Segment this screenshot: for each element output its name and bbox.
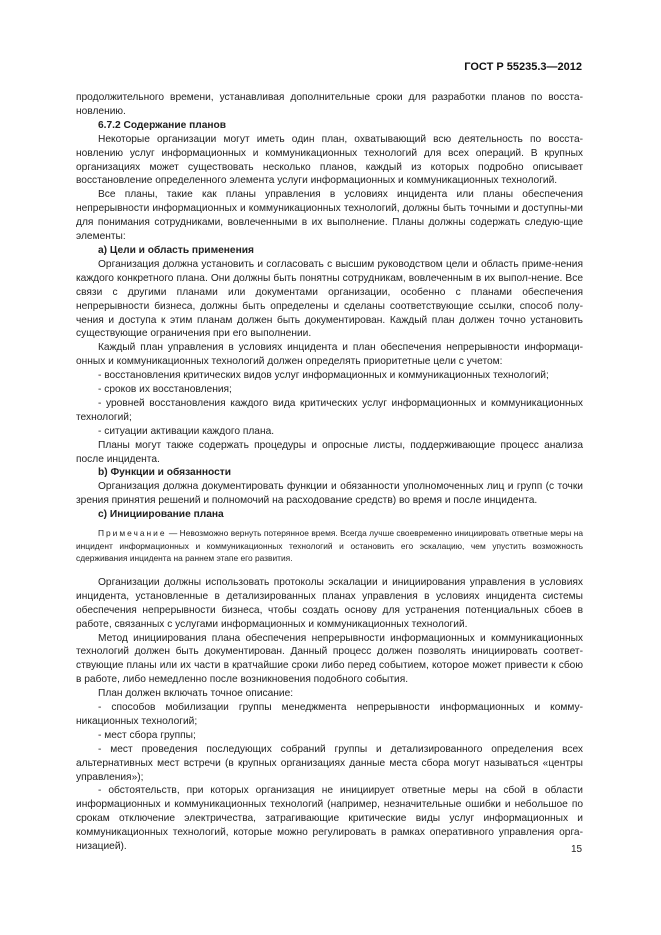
paragraph: продолжительного времени, устанавливая дополнительные сроки для разработки планов по восста-новлению. — [76, 92, 583, 117]
page-number: 15 — [571, 844, 583, 855]
note — [76, 527, 583, 565]
section-heading: 6.7.2 Содержание планов — [98, 119, 227, 131]
paragraph: Все планы, такие как планы управления в условиях инцидента или планы обеспечения непрерывности информационных и коммуникационных технологий, должны быть точными и доступны-ми для понимания сотрудниками, вовлеченными в их выполнение. Планы должны содержать следую-щие элементы: — [76, 189, 583, 243]
paragraph: Каждый план управления в условиях инцидента и план обеспечения непрерывности информаци-онных и коммуникационных технологий должен определять приоритетные цели с учетом: — [76, 342, 583, 368]
list-item: - мест проведения последующих собраний группы и детализированного определения всех альтернативных мест встречи (в крупных организациях данные места сбора могут называться «центры управления»); — [76, 743, 583, 783]
list-item: - мест сбора группы; — [98, 729, 196, 741]
list-item: - уровней восстановления каждого вида критических услуг информационных и коммуникационных технологий; — [76, 397, 583, 423]
list-item: - сроков их восстановления; — [98, 384, 232, 396]
subsection-heading: а) Цели и область применения — [98, 244, 254, 256]
list-item: - способов мобилизации группы менеджмента непрерывности информационных и комму-никационных технологий; — [76, 702, 583, 727]
list-item: - ситуации активации каждого плана. — [98, 425, 275, 437]
subsection-heading: с) Инициирование плана — [98, 509, 224, 521]
document-body — [76, 91, 583, 854]
note-text: — Невозможно вернуть потерянное время. Всегда лучше своевременно инициировать ответные меры на инцидент информационных и коммуникационных технологий и остановить его эскалацию, чем упустить возможность сдерживания инцидента на раннем этапе его развития. — [76, 528, 583, 564]
paragraph: Метод инициирования плана обеспечения непрерывности информационных и коммуникационных технологий должен быть документирован. Данный процесс должен позволять инициировать соответ-ствующие планы или их части в кратчайшие сроки либо перед событием, которое может привести к сбою в работе, либо немедленно после возникновения подобного события. — [76, 632, 583, 686]
paragraph: Организация должна документировать функции и обязанности уполномоченных лиц и групп (с точки зрения принятия решений и полномочий на расходование средств) во время и после инцидента. — [76, 481, 583, 507]
paragraph: Организация должна установить и согласовать с высшим руководством цели и область приме-нения каждого конкретного плана. Они должны быть понятны сотрудникам, вовлеченным в их выпол-нение. Все связи с другими планами или документами организации, особенно с планами обеспечения непрерывности бизнеса, должны быть определены и сделаны соответствующие ссылки, способ полу-чения и доступа к этим планам должен быть документирован. Каждый план должен точно установить существующие ограничения при его выполнении. — [76, 258, 583, 340]
note-label: Примечание — [98, 528, 167, 539]
list-item: - обстоятельств, при которых организация не инициирует ответные меры на сбой в области информационных и коммуникационных технологий (например, незначительные ошибки и небольшое по срокам отключение электричества, затрагивающие критические виды услуг информационных и коммуникационных технологий, которые можно регулировать в рамках оперативного управления орга-низацией). — [76, 785, 583, 853]
list-item: - восстановления критических видов услуг информационных и коммуникационных технологий; — [98, 370, 549, 382]
paragraph: Организации должны использовать протоколы эскалации и инициирования управления в условиях инцидента, установленные в детализированных планах управления в условиях инцидента системы обеспечения непрерывности бизнеса, чтобы создать основу для устранения потенциальных сбоев в работе, связанных с услугами информационных и коммуникационных технологий. — [76, 576, 583, 630]
page-header: ГОСТ Р 55235.3—2012 — [464, 61, 582, 73]
subsection-heading: b) Функции и обязанности — [98, 467, 232, 479]
paragraph: План должен включать точное описание: — [98, 688, 294, 700]
paragraph: Планы могут также содержать процедуры и опросные листы, поддерживающие процесс анализа после инцидента. — [76, 439, 583, 465]
paragraph: Некоторые организации могут иметь один план, охватывающий всю деятельность по восста-новлению услуг информационных и коммуникационных технологий для всех операций. В крупных организациях может существовать несколько планов, каждый из которых подробно описывает восстановление определенного элемента услуги информационных и коммуникационных технологий. — [76, 133, 583, 187]
